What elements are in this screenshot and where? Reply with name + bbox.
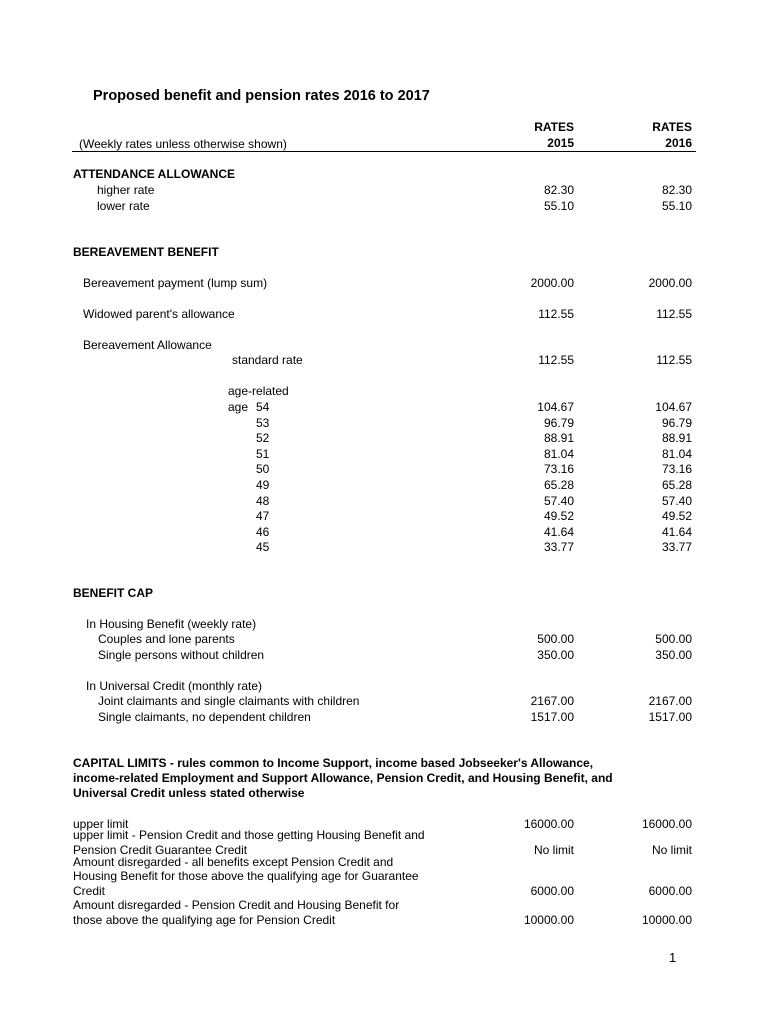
upper-limit-label: upper limit <box>73 817 129 831</box>
cap-row-2015: 1517.00 <box>530 710 574 724</box>
age-value: 54 <box>256 400 270 414</box>
age-rate-2016: 73.16 <box>661 462 692 476</box>
standard-rate-2016: 112.55 <box>656 353 692 367</box>
attendance-row-label: higher rate <box>97 183 155 197</box>
upper-limit-pc-2015: No limit <box>533 843 574 857</box>
attendance-row-label: lower rate <box>97 199 150 213</box>
col-2015-header-line2: 2015 <box>547 136 574 150</box>
upper-limit-2015: 16000.00 <box>523 817 574 831</box>
benefit-cap-heading: BENEFIT CAP <box>73 586 154 600</box>
age-rate-2015: 65.28 <box>543 478 574 492</box>
bereavement-payment-2016: 2000.00 <box>648 276 692 290</box>
age-rate-2015: 88.91 <box>543 431 574 445</box>
disregard-1-line3: Credit <box>73 884 106 898</box>
cap-row-2016: 2167.00 <box>648 694 692 708</box>
disregard-2-line1: Amount disregarded - Pension Credit and Housing Benefit for <box>73 898 400 912</box>
capital-limits-heading-line2: income-related Employment and Support Allowance, Pension Credit, and Housing Benefit, and <box>73 771 613 785</box>
universal-credit-label: In Universal Credit (monthly rate) <box>86 679 263 693</box>
age-rate-2015: 57.40 <box>543 494 574 508</box>
age-rate-2016: 41.64 <box>661 525 692 539</box>
cap-row-label: Single claimants, no dependent children <box>98 710 311 724</box>
age-rate-2015: 33.77 <box>543 540 574 554</box>
upper-limit-pc-line2: Pension Credit Guarantee Credit <box>73 843 248 857</box>
upper-limit-pc-2016: No limit <box>651 843 692 857</box>
disregard-2-2016: 10000.00 <box>641 913 692 927</box>
age-value: 47 <box>256 509 270 523</box>
header-rule <box>72 151 696 152</box>
age-prefix: age <box>228 400 249 414</box>
cap-row-label: Single persons without children <box>98 648 265 662</box>
age-value: 53 <box>256 416 270 430</box>
age-value: 52 <box>256 431 270 445</box>
cap-row-2016: 350.00 <box>655 648 692 662</box>
col-2015-header-line1: RATES <box>534 120 574 134</box>
attendance-heading: ATTENDANCE ALLOWANCE <box>73 167 235 181</box>
widowed-2016: 112.55 <box>656 307 692 321</box>
disregard-1-line2: Housing Benefit for those above the qualifying age for Guarantee <box>73 869 419 883</box>
attendance-row-2016: 82.30 <box>661 183 692 197</box>
col-2016-header-line2: 2016 <box>665 136 692 150</box>
disregard-2-line2: those above the qualifying age for Pension Credit <box>73 913 336 927</box>
cap-row-label: Joint claimants and single claimants with children <box>98 694 360 708</box>
age-rate-2015: 73.16 <box>543 462 574 476</box>
age-value: 50 <box>256 462 270 476</box>
bereavement-allowance-label: Bereavement Allowance <box>83 338 212 352</box>
widowed-label: Widowed parent's allowance <box>83 307 235 321</box>
age-rate-2016: 96.79 <box>661 416 692 430</box>
upper-limit-pc-line1: upper limit - Pension Credit and those getting Housing Benefit and <box>73 828 425 842</box>
age-rate-2016: 57.40 <box>661 494 692 508</box>
cap-row-2015: 500.00 <box>537 632 574 646</box>
disregard-2-2015: 10000.00 <box>523 913 574 927</box>
age-related-label: age-related <box>228 384 289 398</box>
cap-row-2015: 350.00 <box>537 648 574 662</box>
capital-limits-heading-line3: Universal Credit unless stated otherwise <box>73 786 305 800</box>
disregard-1-line1: Amount disregarded - all benefits except Pension Credit and <box>73 855 394 869</box>
cap-row-2016: 1517.00 <box>648 710 692 724</box>
age-rate-2016: 65.28 <box>661 478 692 492</box>
bereavement-payment-label: Bereavement payment (lump sum) <box>83 276 268 290</box>
age-rate-2015: 96.79 <box>543 416 574 430</box>
age-rate-2016: 81.04 <box>661 447 692 461</box>
age-value: 51 <box>256 447 270 461</box>
housing-benefit-label: In Housing Benefit (weekly rate) <box>86 617 257 631</box>
age-rate-2015: 49.52 <box>543 509 574 523</box>
col-2016-header-line1: RATES <box>652 120 692 134</box>
cap-row-2016: 500.00 <box>655 632 692 646</box>
weekly-rates-note: (Weekly rates unless otherwise shown) <box>79 137 287 151</box>
age-rate-2016: 104.67 <box>655 400 692 414</box>
standard-rate-2015: 112.55 <box>538 353 574 367</box>
age-rate-2016: 33.77 <box>661 540 692 554</box>
bereavement-payment-2015: 2000.00 <box>530 276 574 290</box>
age-value: 49 <box>256 478 270 492</box>
attendance-row-2016: 55.10 <box>661 199 692 213</box>
disregard-1-2016: 6000.00 <box>648 884 692 898</box>
age-rate-2015: 104.67 <box>537 400 574 414</box>
upper-limit-2016: 16000.00 <box>641 817 692 831</box>
disregard-1-2015: 6000.00 <box>530 884 574 898</box>
age-rate-2016: 88.91 <box>661 431 692 445</box>
page-title: Proposed benefit and pension rates 2016 to 2017 <box>93 88 430 104</box>
page-number: 1 <box>669 950 677 965</box>
age-value: 46 <box>256 525 270 539</box>
cap-row-label: Couples and lone parents <box>98 632 235 646</box>
widowed-2015: 112.55 <box>538 307 574 321</box>
cap-row-2015: 2167.00 <box>530 694 574 708</box>
bereavement-heading: BEREAVEMENT BENEFIT <box>73 245 219 259</box>
age-rate-2015: 41.64 <box>543 525 574 539</box>
age-rate-2015: 81.04 <box>543 447 574 461</box>
attendance-row-2015: 82.30 <box>543 183 574 197</box>
age-value: 45 <box>256 540 270 554</box>
attendance-row-2015: 55.10 <box>543 199 574 213</box>
capital-limits-heading-line1: CAPITAL LIMITS - rules common to Income Support, income based Jobseeker's Allowance, <box>73 756 594 770</box>
standard-rate-label: standard rate <box>232 353 303 367</box>
age-value: 48 <box>256 494 270 508</box>
age-rate-2016: 49.52 <box>661 509 692 523</box>
